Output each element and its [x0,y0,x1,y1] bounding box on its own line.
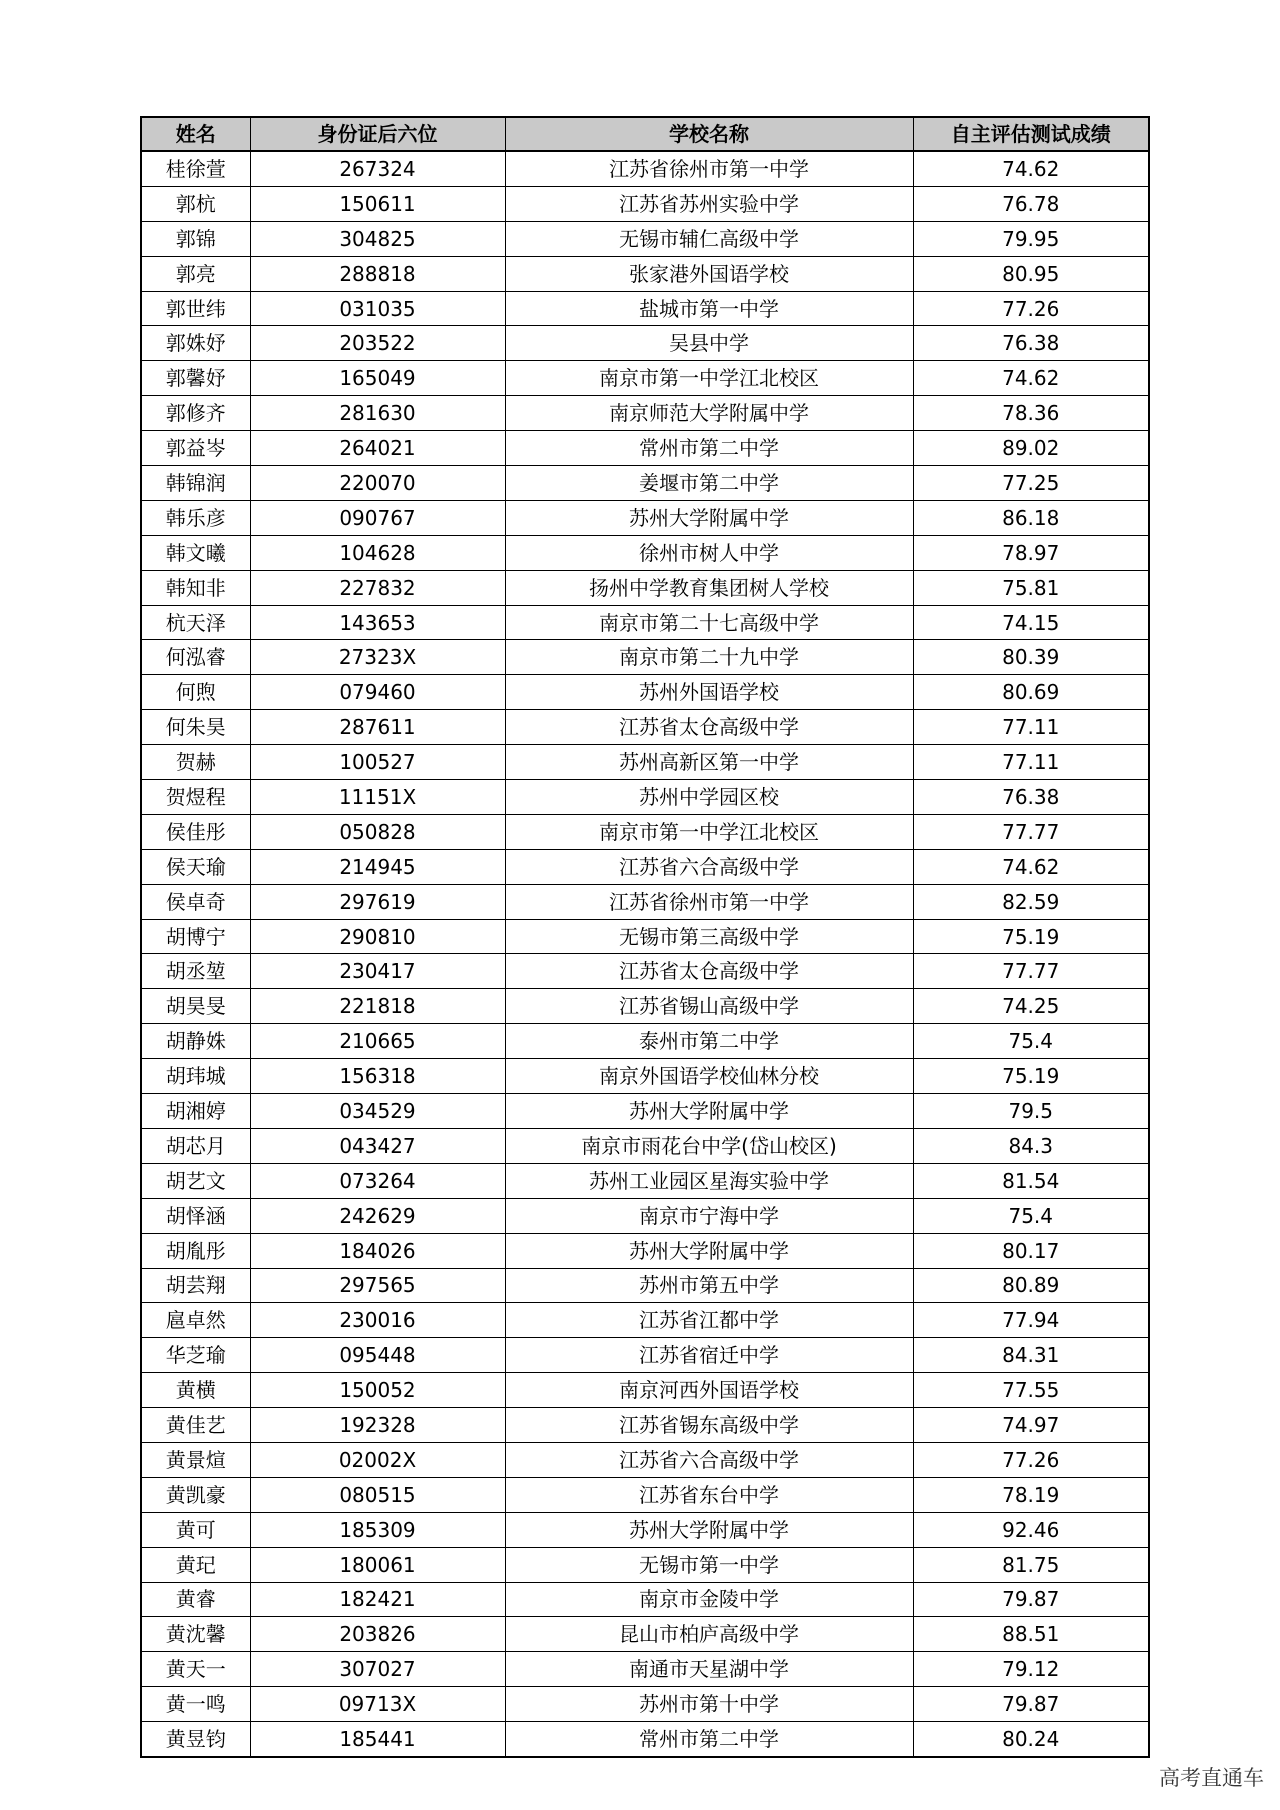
table-row [141,1338,1149,1373]
cell-school: 南京市第一中学江北校区 [505,814,913,849]
cell-id-last-six: 184026 [250,1233,505,1268]
cell-name: 郭馨妤 [141,361,250,396]
cell-id-last-six: 192328 [250,1408,505,1443]
cell-score: 77.11 [913,745,1149,780]
cell-school: 苏州中学园区校 [505,780,913,815]
table-row [141,1408,1149,1443]
cell-score: 75.81 [913,570,1149,605]
cell-id-last-six: 221818 [250,989,505,1024]
cell-name: 韩锦润 [141,466,250,501]
cell-name: 杭天泽 [141,605,250,640]
cell-school: 苏州大学附属中学 [505,500,913,535]
cell-id-last-six: 267324 [250,151,505,186]
table-row [141,291,1149,326]
cell-school: 南京河西外国语学校 [505,1373,913,1408]
cell-name: 华芝瑜 [141,1338,250,1373]
cell-school: 南京师范大学附属中学 [505,396,913,431]
cell-score: 79.95 [913,221,1149,256]
table-row [141,1233,1149,1268]
cell-id-last-six: 050828 [250,814,505,849]
table-row [141,151,1149,186]
table-row [141,500,1149,535]
cell-score: 77.26 [913,1442,1149,1477]
cell-name: 郭姝妤 [141,326,250,361]
cell-school: 苏州市第五中学 [505,1268,913,1303]
watermark-text: 高考直通车 [1159,1766,1264,1790]
cell-school: 南京市雨花台中学(岱山校区) [505,1128,913,1163]
table-row [141,186,1149,221]
cell-id-last-six: 281630 [250,396,505,431]
cell-id-last-six: 079460 [250,675,505,710]
cell-score: 74.97 [913,1408,1149,1443]
table-row [141,814,1149,849]
cell-school: 南京市金陵中学 [505,1582,913,1617]
cell-id-last-six: 185441 [250,1722,505,1757]
cell-id-last-six: 11151X [250,780,505,815]
table-row [141,1268,1149,1303]
table-row [141,1303,1149,1338]
cell-name: 胡博宁 [141,919,250,954]
cell-score: 76.38 [913,780,1149,815]
cell-school: 苏州大学附属中学 [505,1233,913,1268]
cell-id-last-six: 288818 [250,256,505,291]
table-row [141,1163,1149,1198]
header-id-last-six: 身份证后六位 [250,117,505,151]
table-row [141,256,1149,291]
cell-id-last-six: 165049 [250,361,505,396]
table-row [141,780,1149,815]
cell-id-last-six: 156318 [250,1059,505,1094]
cell-id-last-six: 090767 [250,500,505,535]
cell-score: 88.51 [913,1617,1149,1652]
cell-school: 徐州市树人中学 [505,535,913,570]
cell-name: 黄睿 [141,1582,250,1617]
cell-score: 80.17 [913,1233,1149,1268]
cell-score: 77.77 [913,954,1149,989]
cell-id-last-six: 287611 [250,710,505,745]
cell-id-last-six: 02002X [250,1442,505,1477]
cell-score: 76.38 [913,326,1149,361]
cell-id-last-six: 150611 [250,186,505,221]
cell-id-last-six: 227832 [250,570,505,605]
cell-score: 81.54 [913,1163,1149,1198]
cell-school: 张家港外国语学校 [505,256,913,291]
cell-name: 郭亮 [141,256,250,291]
cell-school: 无锡市第一中学 [505,1547,913,1582]
cell-id-last-six: 182421 [250,1582,505,1617]
cell-school: 姜堰市第二中学 [505,466,913,501]
cell-name: 黄可 [141,1512,250,1547]
cell-name: 胡怿涵 [141,1198,250,1233]
cell-score: 76.78 [913,186,1149,221]
table-row [141,1652,1149,1687]
cell-score: 74.62 [913,361,1149,396]
cell-school: 苏州外国语学校 [505,675,913,710]
table-row [141,1128,1149,1163]
cell-score: 75.19 [913,1059,1149,1094]
cell-school: 苏州市第十中学 [505,1687,913,1722]
cell-school: 南通市天星湖中学 [505,1652,913,1687]
cell-score: 80.69 [913,675,1149,710]
cell-id-last-six: 307027 [250,1652,505,1687]
cell-score: 75.4 [913,1198,1149,1233]
cell-score: 80.89 [913,1268,1149,1303]
cell-id-last-six: 264021 [250,431,505,466]
cell-id-last-six: 297619 [250,884,505,919]
table-row [141,1059,1149,1094]
cell-id-last-six: 290810 [250,919,505,954]
cell-id-last-six: 143653 [250,605,505,640]
cell-name: 胡胤彤 [141,1233,250,1268]
cell-score: 77.94 [913,1303,1149,1338]
cell-school: 无锡市辅仁高级中学 [505,221,913,256]
cell-score: 77.55 [913,1373,1149,1408]
cell-score: 79.5 [913,1094,1149,1129]
cell-name: 黄天一 [141,1652,250,1687]
table-row [141,466,1149,501]
cell-score: 79.87 [913,1582,1149,1617]
cell-school: 扬州中学教育集团树人学校 [505,570,913,605]
table-row [141,849,1149,884]
cell-school: 江苏省苏州实验中学 [505,186,913,221]
cell-id-last-six: 210665 [250,1024,505,1059]
cell-name: 胡玮城 [141,1059,250,1094]
cell-school: 江苏省宿迁中学 [505,1338,913,1373]
cell-name: 何朱昊 [141,710,250,745]
cell-score: 92.46 [913,1512,1149,1547]
cell-school: 江苏省锡山高级中学 [505,989,913,1024]
table-row [141,1582,1149,1617]
cell-id-last-six: 27323X [250,640,505,675]
table-row [141,640,1149,675]
cell-name: 黄景煊 [141,1442,250,1477]
cell-score: 79.87 [913,1687,1149,1722]
cell-score: 80.24 [913,1722,1149,1757]
cell-school: 泰州市第二中学 [505,1024,913,1059]
cell-name: 韩乐彦 [141,500,250,535]
cell-id-last-six: 230016 [250,1303,505,1338]
cell-score: 84.3 [913,1128,1149,1163]
header-score: 自主评估测试成绩 [913,117,1149,151]
cell-id-last-six: 203522 [250,326,505,361]
cell-name: 韩知非 [141,570,250,605]
cell-score: 79.12 [913,1652,1149,1687]
cell-name: 郭修齐 [141,396,250,431]
cell-id-last-six: 304825 [250,221,505,256]
cell-name: 扈卓然 [141,1303,250,1338]
cell-name: 黄一鸣 [141,1687,250,1722]
table-row [141,396,1149,431]
cell-id-last-six: 242629 [250,1198,505,1233]
cell-school: 江苏省徐州市第一中学 [505,884,913,919]
cell-name: 韩文曦 [141,535,250,570]
cell-name: 胡芯月 [141,1128,250,1163]
cell-name: 黄横 [141,1373,250,1408]
cell-school: 江苏省六合高级中学 [505,1442,913,1477]
cell-school: 昆山市柏庐高级中学 [505,1617,913,1652]
table-row [141,535,1149,570]
cell-name: 郭锦 [141,221,250,256]
cell-school: 江苏省徐州市第一中学 [505,151,913,186]
table-row [141,361,1149,396]
cell-score: 78.97 [913,535,1149,570]
cell-school: 常州市第二中学 [505,1722,913,1757]
cell-school: 苏州工业园区星海实验中学 [505,1163,913,1198]
cell-name: 胡湘婷 [141,1094,250,1129]
cell-score: 89.02 [913,431,1149,466]
cell-id-last-six: 100527 [250,745,505,780]
cell-school: 江苏省太仓高级中学 [505,954,913,989]
cell-school: 吴县中学 [505,326,913,361]
cell-id-last-six: 034529 [250,1094,505,1129]
cell-score: 74.25 [913,989,1149,1024]
cell-school: 常州市第二中学 [505,431,913,466]
cell-score: 82.59 [913,884,1149,919]
cell-school: 南京市第二十七高级中学 [505,605,913,640]
cell-id-last-six: 230417 [250,954,505,989]
table-row [141,919,1149,954]
cell-id-last-six: 214945 [250,849,505,884]
cell-id-last-six: 080515 [250,1477,505,1512]
cell-id-last-six: 104628 [250,535,505,570]
table-row [141,954,1149,989]
cell-name: 桂徐萱 [141,151,250,186]
cell-name: 何泓睿 [141,640,250,675]
table-row [141,745,1149,780]
header-row [141,117,1149,151]
cell-score: 75.4 [913,1024,1149,1059]
cell-school: 江苏省江都中学 [505,1303,913,1338]
table-row [141,1547,1149,1582]
cell-score: 86.18 [913,500,1149,535]
table-row [141,884,1149,919]
cell-score: 80.39 [913,640,1149,675]
table-row [141,1198,1149,1233]
cell-score: 77.77 [913,814,1149,849]
table-row [141,1722,1149,1757]
score-table [140,116,1150,1758]
cell-name: 侯卓奇 [141,884,250,919]
cell-score: 84.31 [913,1338,1149,1373]
cell-school: 无锡市第三高级中学 [505,919,913,954]
cell-name: 侯佳彤 [141,814,250,849]
cell-score: 75.19 [913,919,1149,954]
cell-school: 苏州大学附属中学 [505,1512,913,1547]
cell-score: 81.75 [913,1547,1149,1582]
cell-id-last-six: 185309 [250,1512,505,1547]
cell-school: 江苏省六合高级中学 [505,849,913,884]
cell-id-last-six: 031035 [250,291,505,326]
cell-name: 郭杭 [141,186,250,221]
cell-score: 77.26 [913,291,1149,326]
cell-id-last-six: 043427 [250,1128,505,1163]
table-row [141,221,1149,256]
cell-score: 78.36 [913,396,1149,431]
cell-school: 南京外国语学校仙林分校 [505,1059,913,1094]
cell-score: 77.25 [913,466,1149,501]
cell-id-last-six: 203826 [250,1617,505,1652]
cell-id-last-six: 073264 [250,1163,505,1198]
table-row [141,710,1149,745]
cell-score: 77.11 [913,710,1149,745]
table-row [141,1687,1149,1722]
cell-school: 苏州高新区第一中学 [505,745,913,780]
cell-score: 80.95 [913,256,1149,291]
cell-score: 74.15 [913,605,1149,640]
table-row [141,675,1149,710]
table-row [141,1373,1149,1408]
cell-name: 胡丞堃 [141,954,250,989]
table-row [141,1442,1149,1477]
cell-school: 南京市第一中学江北校区 [505,361,913,396]
cell-name: 郭世纬 [141,291,250,326]
cell-name: 胡昊旻 [141,989,250,1024]
cell-id-last-six: 180061 [250,1547,505,1582]
table-row [141,989,1149,1024]
cell-name: 黄佳艺 [141,1408,250,1443]
cell-name: 贺赫 [141,745,250,780]
cell-school: 南京市宁海中学 [505,1198,913,1233]
cell-name: 胡静姝 [141,1024,250,1059]
cell-school: 盐城市第一中学 [505,291,913,326]
table-row [141,1477,1149,1512]
table-row [141,431,1149,466]
cell-id-last-six: 150052 [250,1373,505,1408]
cell-id-last-six: 220070 [250,466,505,501]
table-row [141,570,1149,605]
cell-id-last-six: 095448 [250,1338,505,1373]
cell-name: 贺煜程 [141,780,250,815]
cell-school: 江苏省东台中学 [505,1477,913,1512]
table-row [141,1024,1149,1059]
cell-id-last-six: 09713X [250,1687,505,1722]
table-row [141,1094,1149,1129]
cell-school: 江苏省太仓高级中学 [505,710,913,745]
cell-school: 江苏省锡东高级中学 [505,1408,913,1443]
cell-score: 74.62 [913,849,1149,884]
cell-name: 胡芸翔 [141,1268,250,1303]
cell-name: 黄玘 [141,1547,250,1582]
cell-name: 郭益岑 [141,431,250,466]
header-name: 姓名 [141,117,250,151]
header-school: 学校名称 [505,117,913,151]
cell-name: 黄凯豪 [141,1477,250,1512]
cell-name: 侯天瑜 [141,849,250,884]
cell-name: 何煦 [141,675,250,710]
cell-score: 74.62 [913,151,1149,186]
table-row [141,1617,1149,1652]
table-row [141,1512,1149,1547]
cell-school: 苏州大学附属中学 [505,1094,913,1129]
cell-id-last-six: 297565 [250,1268,505,1303]
cell-school: 南京市第二十九中学 [505,640,913,675]
cell-name: 黄昱钧 [141,1722,250,1757]
table-row [141,605,1149,640]
table-row [141,326,1149,361]
cell-name: 黄沈馨 [141,1617,250,1652]
table-body [141,151,1149,1757]
cell-name: 胡艺文 [141,1163,250,1198]
cell-score: 78.19 [913,1477,1149,1512]
